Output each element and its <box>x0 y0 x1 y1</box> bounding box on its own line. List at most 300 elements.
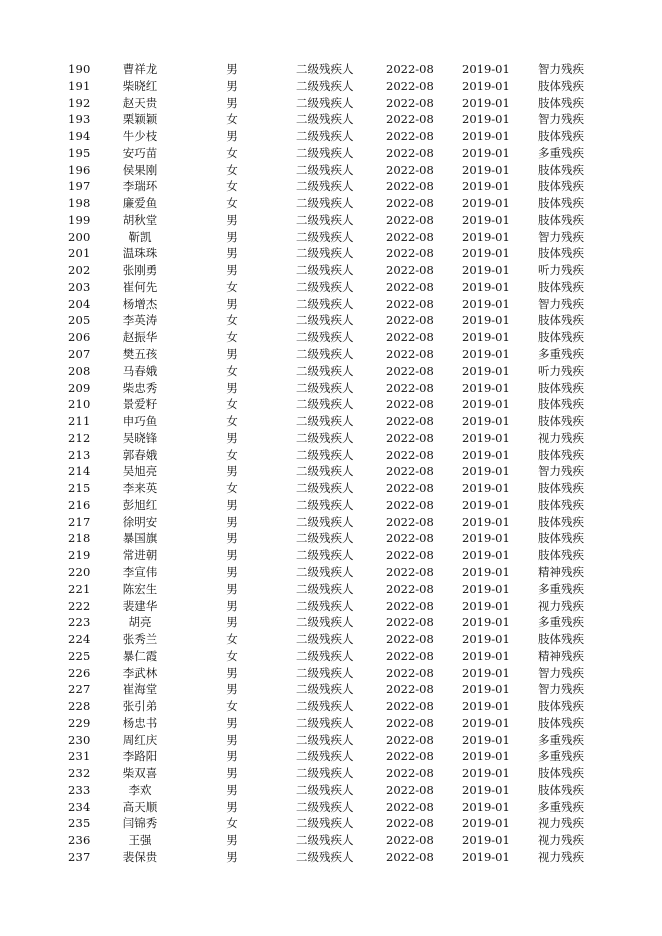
person-name: 胡秋堂 <box>122 212 158 227</box>
table-row <box>0 296 662 313</box>
person-name: 李宣伟 <box>122 564 158 579</box>
record-date: 2022-08 <box>386 682 434 697</box>
table-row <box>0 849 662 866</box>
gender: 女 <box>226 648 238 663</box>
disability-level: 二级残疾人 <box>296 414 354 429</box>
disability-level: 二级残疾人 <box>296 347 354 362</box>
record-date: 2022-08 <box>386 347 434 362</box>
record-table <box>0 61 662 866</box>
issue-date: 2019-01 <box>462 347 510 362</box>
gender: 男 <box>226 514 238 529</box>
gender: 女 <box>226 162 238 177</box>
record-date: 2022-08 <box>386 296 434 311</box>
record-date: 2022-08 <box>386 548 434 563</box>
issue-date: 2019-01 <box>462 531 510 546</box>
disability-level: 二级残疾人 <box>296 313 354 328</box>
record-date: 2022-08 <box>386 447 434 462</box>
record-date: 2022-08 <box>386 129 434 144</box>
record-date: 2022-08 <box>386 112 434 127</box>
issue-date: 2019-01 <box>462 196 510 211</box>
table-row <box>0 178 662 195</box>
person-name: 李英涛 <box>122 313 158 328</box>
row-number: 209 <box>68 380 91 395</box>
gender: 男 <box>226 849 238 864</box>
person-name: 张引弟 <box>122 699 158 714</box>
table-row <box>0 614 662 631</box>
gender: 男 <box>226 598 238 613</box>
issue-date: 2019-01 <box>462 682 510 697</box>
record-date: 2022-08 <box>386 531 434 546</box>
table-row <box>0 530 662 547</box>
record-date: 2022-08 <box>386 330 434 345</box>
gender: 男 <box>226 581 238 596</box>
disability-type: 肢体残疾 <box>538 715 584 730</box>
row-number: 227 <box>68 682 91 697</box>
disability-type: 听力残疾 <box>538 263 584 278</box>
issue-date: 2019-01 <box>462 229 510 244</box>
disability-level: 二级残疾人 <box>296 782 354 797</box>
disability-type: 精神残疾 <box>538 648 584 663</box>
person-name: 王强 <box>128 833 152 848</box>
person-name: 景爱籽 <box>122 397 158 412</box>
gender: 男 <box>226 78 238 93</box>
person-name: 赵天贵 <box>122 95 158 110</box>
record-date: 2022-08 <box>386 816 434 831</box>
issue-date: 2019-01 <box>462 581 510 596</box>
table-row <box>0 329 662 346</box>
row-number: 210 <box>68 397 91 412</box>
gender: 男 <box>226 799 238 814</box>
row-number: 233 <box>68 782 91 797</box>
table-row <box>0 145 662 162</box>
record-date: 2022-08 <box>386 414 434 429</box>
row-number: 222 <box>68 598 91 613</box>
gender: 女 <box>226 179 238 194</box>
person-name: 张刚勇 <box>122 263 158 278</box>
disability-type: 多重残疾 <box>538 581 584 596</box>
person-name: 温珠珠 <box>122 246 158 261</box>
row-number: 205 <box>68 313 91 328</box>
issue-date: 2019-01 <box>462 766 510 781</box>
record-date: 2022-08 <box>386 732 434 747</box>
record-date: 2022-08 <box>386 632 434 647</box>
disability-level: 二级残疾人 <box>296 279 354 294</box>
table-row <box>0 363 662 380</box>
disability-type: 肢体残疾 <box>538 246 584 261</box>
table-row <box>0 681 662 698</box>
record-date: 2022-08 <box>386 766 434 781</box>
disability-type: 多重残疾 <box>538 732 584 747</box>
person-name: 吴晓锋 <box>122 430 158 445</box>
row-number: 200 <box>68 229 91 244</box>
disability-type: 肢体残疾 <box>538 380 584 395</box>
record-date: 2022-08 <box>386 229 434 244</box>
issue-date: 2019-01 <box>462 615 510 630</box>
gender: 女 <box>226 330 238 345</box>
person-name: 侯果刚 <box>122 162 158 177</box>
row-number: 220 <box>68 564 91 579</box>
row-number: 190 <box>68 62 91 76</box>
gender: 女 <box>226 279 238 294</box>
record-date: 2022-08 <box>386 715 434 730</box>
table-row <box>0 95 662 112</box>
row-number: 208 <box>68 363 91 378</box>
person-name: 裴保贵 <box>122 849 158 864</box>
issue-date: 2019-01 <box>462 464 510 479</box>
disability-level: 二级残疾人 <box>296 799 354 814</box>
issue-date: 2019-01 <box>462 129 510 144</box>
issue-date: 2019-01 <box>462 62 510 76</box>
issue-date: 2019-01 <box>462 430 510 445</box>
table-row <box>0 195 662 212</box>
disability-level: 二级残疾人 <box>296 397 354 412</box>
row-number: 196 <box>68 162 91 177</box>
person-name: 安巧苗 <box>122 145 158 160</box>
disability-level: 二级残疾人 <box>296 732 354 747</box>
person-name: 李武林 <box>122 665 158 680</box>
person-name: 闫锦秀 <box>122 816 158 831</box>
disability-type: 视力残疾 <box>538 598 584 613</box>
disability-level: 二级残疾人 <box>296 464 354 479</box>
disability-type: 视力残疾 <box>538 833 584 848</box>
row-number: 221 <box>68 581 91 596</box>
record-date: 2022-08 <box>386 279 434 294</box>
record-date: 2022-08 <box>386 380 434 395</box>
issue-date: 2019-01 <box>462 833 510 848</box>
disability-level: 二级残疾人 <box>296 564 354 579</box>
gender: 男 <box>226 497 238 512</box>
disability-level: 二级残疾人 <box>296 514 354 529</box>
disability-type: 多重残疾 <box>538 749 584 764</box>
issue-date: 2019-01 <box>462 95 510 110</box>
disability-level: 二级残疾人 <box>296 766 354 781</box>
issue-date: 2019-01 <box>462 665 510 680</box>
row-number: 215 <box>68 481 91 496</box>
issue-date: 2019-01 <box>462 481 510 496</box>
record-date: 2022-08 <box>386 782 434 797</box>
person-name: 樊五孩 <box>122 347 158 362</box>
row-number: 199 <box>68 212 91 227</box>
disability-type: 智力残疾 <box>538 464 584 479</box>
issue-date: 2019-01 <box>462 78 510 93</box>
table-row <box>0 346 662 363</box>
gender: 男 <box>226 464 238 479</box>
gender: 女 <box>226 414 238 429</box>
gender: 男 <box>226 715 238 730</box>
disability-type: 肢体残疾 <box>538 782 584 797</box>
row-number: 217 <box>68 514 91 529</box>
disability-level: 二级残疾人 <box>296 179 354 194</box>
row-number: 229 <box>68 715 91 730</box>
gender: 男 <box>226 430 238 445</box>
person-name: 廉爱鱼 <box>122 196 158 211</box>
table-row <box>0 564 662 581</box>
disability-type: 肢体残疾 <box>538 196 584 211</box>
issue-date: 2019-01 <box>462 246 510 261</box>
row-number: 202 <box>68 263 91 278</box>
disability-type: 精神残疾 <box>538 564 584 579</box>
record-date: 2022-08 <box>386 162 434 177</box>
disability-type: 肢体残疾 <box>538 497 584 512</box>
person-name: 李欢 <box>128 782 152 797</box>
disability-level: 二级残疾人 <box>296 129 354 144</box>
disability-level: 二级残疾人 <box>296 212 354 227</box>
record-date: 2022-08 <box>386 62 434 76</box>
person-name: 徐明安 <box>122 514 158 529</box>
row-number: 230 <box>68 732 91 747</box>
issue-date: 2019-01 <box>462 380 510 395</box>
disability-level: 二级残疾人 <box>296 833 354 848</box>
gender: 男 <box>226 380 238 395</box>
gender: 男 <box>226 833 238 848</box>
record-date: 2022-08 <box>386 749 434 764</box>
row-number: 212 <box>68 430 91 445</box>
gender: 女 <box>226 632 238 647</box>
record-date: 2022-08 <box>386 263 434 278</box>
gender: 女 <box>226 447 238 462</box>
table-row <box>0 748 662 765</box>
person-name: 李路阳 <box>122 749 158 764</box>
disability-type: 肢体残疾 <box>538 514 584 529</box>
row-number: 223 <box>68 615 91 630</box>
person-name: 赵振华 <box>122 330 158 345</box>
gender: 男 <box>226 129 238 144</box>
table-row <box>0 648 662 665</box>
issue-date: 2019-01 <box>462 816 510 831</box>
disability-type: 智力残疾 <box>538 665 584 680</box>
gender: 女 <box>226 397 238 412</box>
person-name: 张秀兰 <box>122 632 158 647</box>
person-name: 李瑞环 <box>122 179 158 194</box>
disability-type: 肢体残疾 <box>538 414 584 429</box>
disability-level: 二级残疾人 <box>296 363 354 378</box>
issue-date: 2019-01 <box>462 514 510 529</box>
disability-type: 肢体残疾 <box>538 95 584 110</box>
disability-type: 肢体残疾 <box>538 212 584 227</box>
issue-date: 2019-01 <box>462 313 510 328</box>
issue-date: 2019-01 <box>462 397 510 412</box>
record-date: 2022-08 <box>386 799 434 814</box>
record-date: 2022-08 <box>386 179 434 194</box>
row-number: 216 <box>68 497 91 512</box>
gender: 男 <box>226 665 238 680</box>
disability-type: 智力残疾 <box>538 296 584 311</box>
disability-type: 智力残疾 <box>538 62 584 76</box>
disability-level: 二级残疾人 <box>296 715 354 730</box>
table-row <box>0 396 662 413</box>
table-row <box>0 245 662 262</box>
disability-level: 二级残疾人 <box>296 430 354 445</box>
disability-level: 二级残疾人 <box>296 648 354 663</box>
disability-type: 肢体残疾 <box>538 699 584 714</box>
row-number: 219 <box>68 548 91 563</box>
disability-level: 二级残疾人 <box>296 481 354 496</box>
issue-date: 2019-01 <box>462 849 510 864</box>
table-row <box>0 312 662 329</box>
gender: 女 <box>226 112 238 127</box>
disability-level: 二级残疾人 <box>296 699 354 714</box>
person-name: 常进朝 <box>122 548 158 563</box>
gender: 男 <box>226 782 238 797</box>
person-name: 暴国旗 <box>122 531 158 546</box>
disability-type: 肢体残疾 <box>538 129 584 144</box>
gender: 男 <box>226 347 238 362</box>
gender: 女 <box>226 363 238 378</box>
person-name: 曹祥龙 <box>122 62 158 76</box>
disability-level: 二级残疾人 <box>296 665 354 680</box>
table-row <box>0 732 662 749</box>
record-date: 2022-08 <box>386 464 434 479</box>
disability-level: 二级残疾人 <box>296 682 354 697</box>
table-row <box>0 799 662 816</box>
disability-type: 多重残疾 <box>538 799 584 814</box>
record-date: 2022-08 <box>386 212 434 227</box>
disability-level: 二级残疾人 <box>296 598 354 613</box>
gender: 男 <box>226 95 238 110</box>
table-row <box>0 665 662 682</box>
disability-level: 二级残疾人 <box>296 95 354 110</box>
table-row <box>0 430 662 447</box>
row-number: 207 <box>68 347 91 362</box>
table-row <box>0 581 662 598</box>
issue-date: 2019-01 <box>462 598 510 613</box>
row-number: 191 <box>68 78 91 93</box>
row-number: 234 <box>68 799 91 814</box>
disability-level: 二级残疾人 <box>296 531 354 546</box>
gender: 男 <box>226 229 238 244</box>
person-name: 郭春娥 <box>122 447 158 462</box>
gender: 女 <box>226 816 238 831</box>
table-row <box>0 480 662 497</box>
row-number: 237 <box>68 849 91 864</box>
issue-date: 2019-01 <box>462 749 510 764</box>
person-name: 周红庆 <box>122 732 158 747</box>
disability-level: 二级残疾人 <box>296 749 354 764</box>
person-name: 靳凯 <box>128 229 152 244</box>
table-row <box>0 380 662 397</box>
person-name: 申巧鱼 <box>122 414 158 429</box>
issue-date: 2019-01 <box>462 548 510 563</box>
disability-level: 二级残疾人 <box>296 497 354 512</box>
disability-type: 肢体残疾 <box>538 447 584 462</box>
disability-level: 二级残疾人 <box>296 615 354 630</box>
row-number: 214 <box>68 464 91 479</box>
disability-type: 肢体残疾 <box>538 313 584 328</box>
record-date: 2022-08 <box>386 481 434 496</box>
table-row <box>0 631 662 648</box>
table-row <box>0 262 662 279</box>
disability-level: 二级残疾人 <box>296 581 354 596</box>
person-name: 牛少枝 <box>122 129 158 144</box>
record-date: 2022-08 <box>386 665 434 680</box>
record-date: 2022-08 <box>386 246 434 261</box>
table-row <box>0 78 662 95</box>
disability-level: 二级残疾人 <box>296 263 354 278</box>
table-row <box>0 111 662 128</box>
disability-level: 二级残疾人 <box>296 296 354 311</box>
disability-type: 多重残疾 <box>538 347 584 362</box>
disability-level: 二级残疾人 <box>296 380 354 395</box>
record-date: 2022-08 <box>386 564 434 579</box>
record-date: 2022-08 <box>386 497 434 512</box>
issue-date: 2019-01 <box>462 497 510 512</box>
disability-level: 二级残疾人 <box>296 229 354 244</box>
table-row <box>0 447 662 464</box>
record-date: 2022-08 <box>386 514 434 529</box>
row-number: 235 <box>68 816 91 831</box>
row-number: 197 <box>68 179 91 194</box>
gender: 女 <box>226 481 238 496</box>
gender: 女 <box>226 699 238 714</box>
disability-type: 肢体残疾 <box>538 481 584 496</box>
record-date: 2022-08 <box>386 397 434 412</box>
record-date: 2022-08 <box>386 363 434 378</box>
disability-type: 多重残疾 <box>538 615 584 630</box>
issue-date: 2019-01 <box>462 732 510 747</box>
person-name: 杨增杰 <box>122 296 158 311</box>
issue-date: 2019-01 <box>462 799 510 814</box>
table-row <box>0 547 662 564</box>
disability-level: 二级残疾人 <box>296 162 354 177</box>
person-name: 暴仁霞 <box>122 648 158 663</box>
table-row <box>0 229 662 246</box>
person-name: 崔海堂 <box>122 682 158 697</box>
record-date: 2022-08 <box>386 313 434 328</box>
issue-date: 2019-01 <box>462 564 510 579</box>
row-number: 201 <box>68 246 91 261</box>
table-row <box>0 698 662 715</box>
table-row <box>0 782 662 799</box>
issue-date: 2019-01 <box>462 648 510 663</box>
person-name: 崔何先 <box>122 279 158 294</box>
row-number: 226 <box>68 665 91 680</box>
issue-date: 2019-01 <box>462 112 510 127</box>
issue-date: 2019-01 <box>462 363 510 378</box>
person-name: 裴建华 <box>122 598 158 613</box>
issue-date: 2019-01 <box>462 162 510 177</box>
gender: 男 <box>226 732 238 747</box>
gender: 男 <box>226 682 238 697</box>
table-row <box>0 413 662 430</box>
disability-type: 肢体残疾 <box>538 78 584 93</box>
table-row <box>0 463 662 480</box>
record-date: 2022-08 <box>386 615 434 630</box>
disability-type: 肢体残疾 <box>538 397 584 412</box>
gender: 女 <box>226 145 238 160</box>
disability-level: 二级残疾人 <box>296 849 354 864</box>
disability-type: 视力残疾 <box>538 816 584 831</box>
gender: 女 <box>226 313 238 328</box>
row-number: 204 <box>68 296 91 311</box>
record-date: 2022-08 <box>386 78 434 93</box>
row-number: 193 <box>68 112 91 127</box>
disability-level: 二级残疾人 <box>296 548 354 563</box>
disability-type: 肢体残疾 <box>538 162 584 177</box>
issue-date: 2019-01 <box>462 782 510 797</box>
person-name: 吴旭亮 <box>122 464 158 479</box>
gender: 男 <box>226 212 238 227</box>
disability-type: 听力残疾 <box>538 363 584 378</box>
table-row <box>0 832 662 849</box>
person-name: 杨忠书 <box>122 715 158 730</box>
record-date: 2022-08 <box>386 598 434 613</box>
disability-type: 肢体残疾 <box>538 531 584 546</box>
person-name: 陈宏生 <box>122 581 158 596</box>
disability-type: 智力残疾 <box>538 112 584 127</box>
record-date: 2022-08 <box>386 95 434 110</box>
record-date: 2022-08 <box>386 699 434 714</box>
table-row <box>0 598 662 615</box>
